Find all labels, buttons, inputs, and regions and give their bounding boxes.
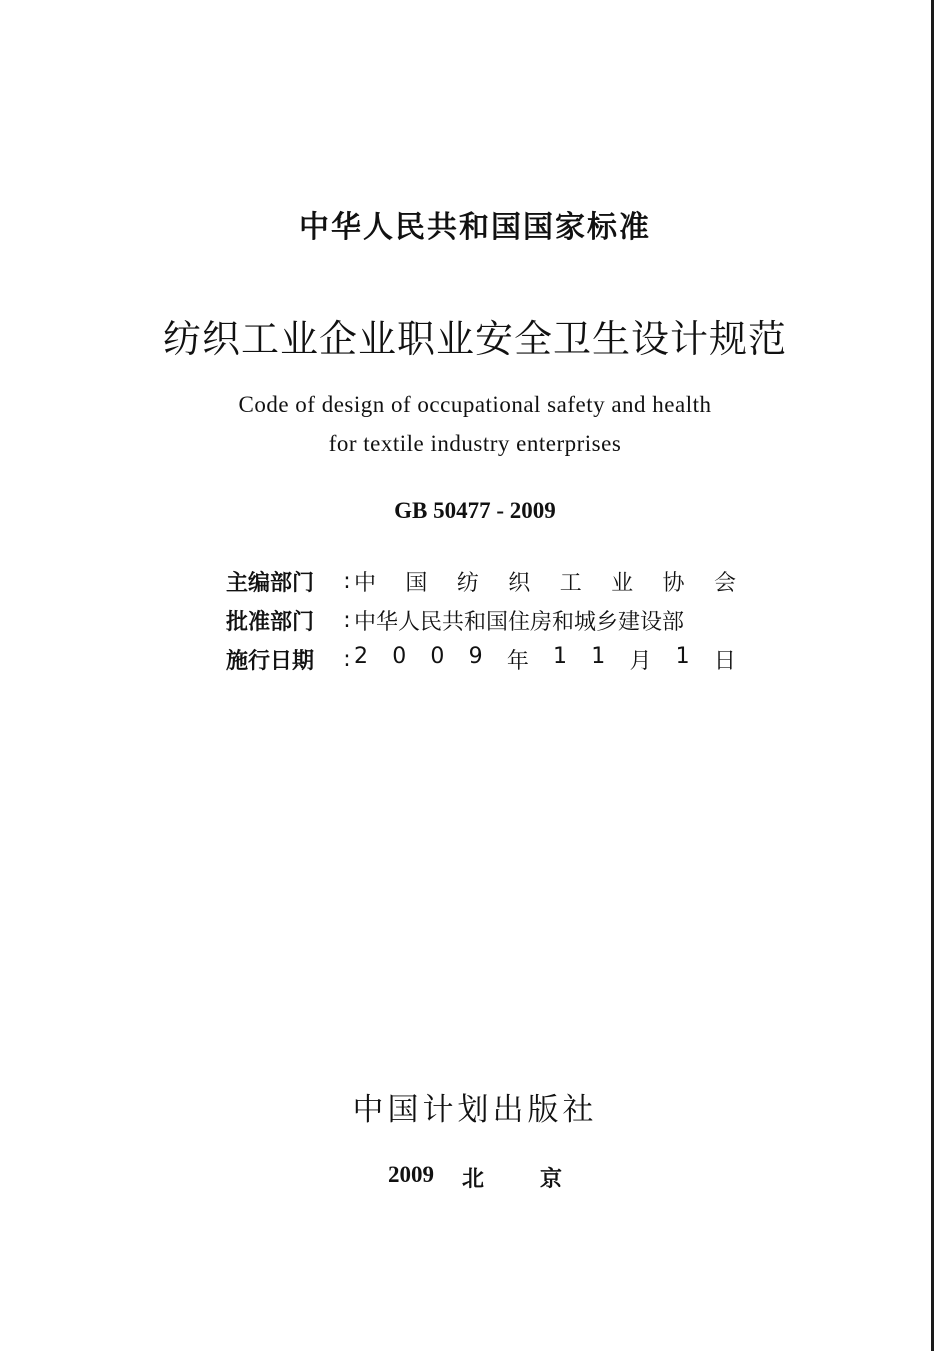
chief-editor-value <box>354 566 736 597</box>
approved-by-value: 中华人民共和国住房和城乡建设部 <box>354 610 685 635</box>
chief-editor-char: 协 <box>662 571 685 596</box>
effective-date-separator: : <box>343 647 351 672</box>
publication-line <box>0 1162 950 1193</box>
chief-editor-char: 国 <box>405 571 428 596</box>
chief-editor-char: 纺 <box>456 571 479 596</box>
chief-editor-char: 织 <box>508 571 531 596</box>
chief-editor-separator: : <box>343 569 351 594</box>
english-title-line-2: for textile industry enterprises <box>328 431 622 456</box>
approved-by-label: 批准部门 <box>226 610 315 635</box>
effective-date-char: 9 <box>468 644 483 669</box>
national-standard-heading: 中华人民共和国国家标准 <box>299 210 651 245</box>
effective-date-char: 月 <box>629 649 652 674</box>
english-title-line-1: Code of design of occupational safety and health <box>238 392 712 417</box>
publisher-name: 中国计划出版社 <box>352 1092 598 1128</box>
publication-city-part-2: 京 <box>540 1167 563 1192</box>
approved-by-row <box>226 601 736 640</box>
effective-date-char: 年 <box>506 649 529 674</box>
effective-date-char: 2 <box>354 644 368 669</box>
chief-editor-label: 主编部门 <box>226 571 315 596</box>
approved-by-separator: : <box>343 608 351 633</box>
effective-date-char: 1 <box>591 644 606 669</box>
publication-city-part-1: 北 <box>461 1167 484 1192</box>
effective-date-char: 1 <box>553 644 568 669</box>
chinese-title: 纺织工业企业职业安全卫生设计规范 <box>162 317 787 361</box>
publication-year: 2009 <box>387 1162 434 1187</box>
effective-date-char: 1 <box>675 644 690 669</box>
effective-date-row <box>226 640 736 679</box>
effective-date-value <box>354 644 736 675</box>
effective-date-char: 日 <box>713 649 736 674</box>
chief-editor-char: 业 <box>611 571 634 596</box>
effective-date-char: 0 <box>430 644 445 669</box>
standard-code: GB 50477 - 2009 <box>394 498 556 523</box>
effective-date-label: 施行日期 <box>226 649 315 674</box>
chief-editor-row <box>226 562 736 601</box>
meta-info-block <box>226 562 736 679</box>
chief-editor-char: 会 <box>713 571 736 596</box>
effective-date-char: 0 <box>392 644 407 669</box>
chief-editor-char: 工 <box>559 571 582 596</box>
chief-editor-char: 中 <box>354 571 377 596</box>
